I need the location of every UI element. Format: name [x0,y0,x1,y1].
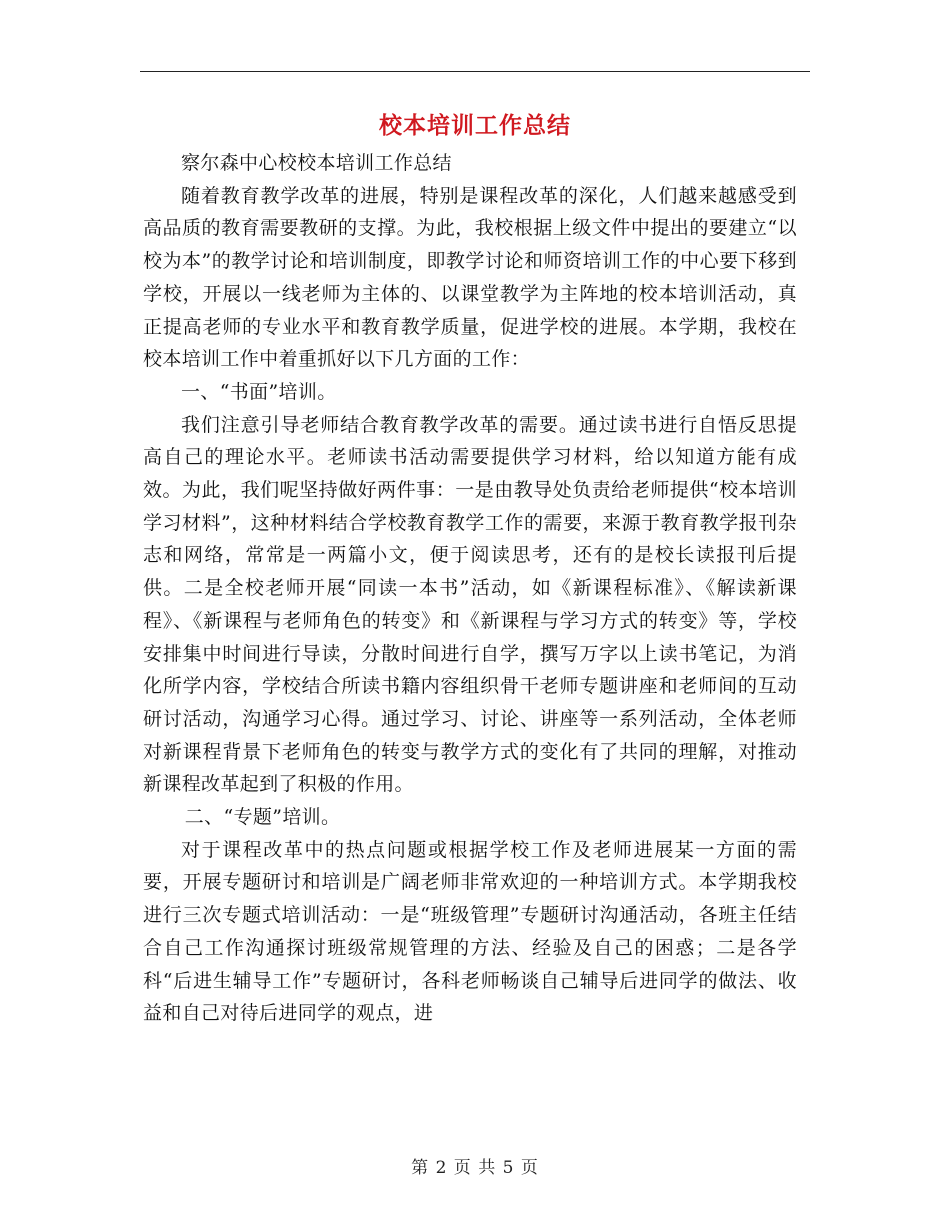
document-title: 校本培训工作总结 [379,112,571,139]
section-1-paragraph: 我们注意引导老师结合教育教学改革的需要。通过读书进行自悟反思提高自己的理论水平。老师读书活动需要提供学习材料，给以知道方能有成效。为此，我们呢坚持做好两件事：一是由教导处负责给老师提供“校本培训学习材料”，这种材料结合学校教育教学工作的需要，来源于教育教学报刊杂志和网络，常常是一两篇小文，便于阅读思考，还有的是校长读报刊后提供。二是全校老师开展“同读一本书”活动，如《新课程标准》、《解读新课程》、《新课程与老师角色的转变》和《新课程与学习方式的转变》等，学校安排集中时间进行导读，分散时间进行自学，撰写万字以上读书笔记，为消化所学内容，学校结合所读书籍内容组织骨干老师专题讲座和老师间的互动研讨活动，沟通学习心得。通过学习、讨论、讲座等一系列活动，全体老师对新课程背景下老师角色的转变与教学方式的变化有了共同的理解，对推动新课程改革起到了积极的作用。 [143,413,797,796]
section-2-paragraph: 对于课程改革中的热点问题或根据学校工作及老师进展某一方面的需要，开展专题研讨和培训是广阔老师非常欢迎的一种培训方式。本学期我校进行三次专题式培训活动：一是“班级管理”专题研讨沟通活动，各班主任结合自己工作沟通探讨班级常规管理的方法、经验及自己的困惑；二是各学科“后进生辅导工作”专题研讨，各科老师畅谈自己辅导后进同学的做法、收益和自己对待后进同学的观点，进 [143,838,797,1025]
subtitle-paragraph: 察尔森中心校校本培训工作总结 [181,152,452,174]
document-body [143,147,797,1030]
section-heading-2: 二、“专题”培训。 [184,806,341,829]
header-divider [140,71,810,72]
intro-paragraph: 随着教育教学改革的进展，特别是课程改革的深化，人们越来越感受到高品质的教育需要教研的支撑。为此，我校根据上级文件中提出的要建立“以校为本”的教学讨论和培训制度，即教学讨论和师资培训工作的中心要下移到学校，开展以一线老师为主体的、以课堂教学为主阵地的校本培训活动，真正提高老师的专业水平和教育教学质量，促进学校的进展。本学期，我校在校本培训工作中着重抓好以下几方面的工作： [143,184,797,371]
page-number: 第 2 页 共 5 页 [411,1158,539,1178]
section-heading-1: 一、“书面”培训。 [181,380,337,403]
